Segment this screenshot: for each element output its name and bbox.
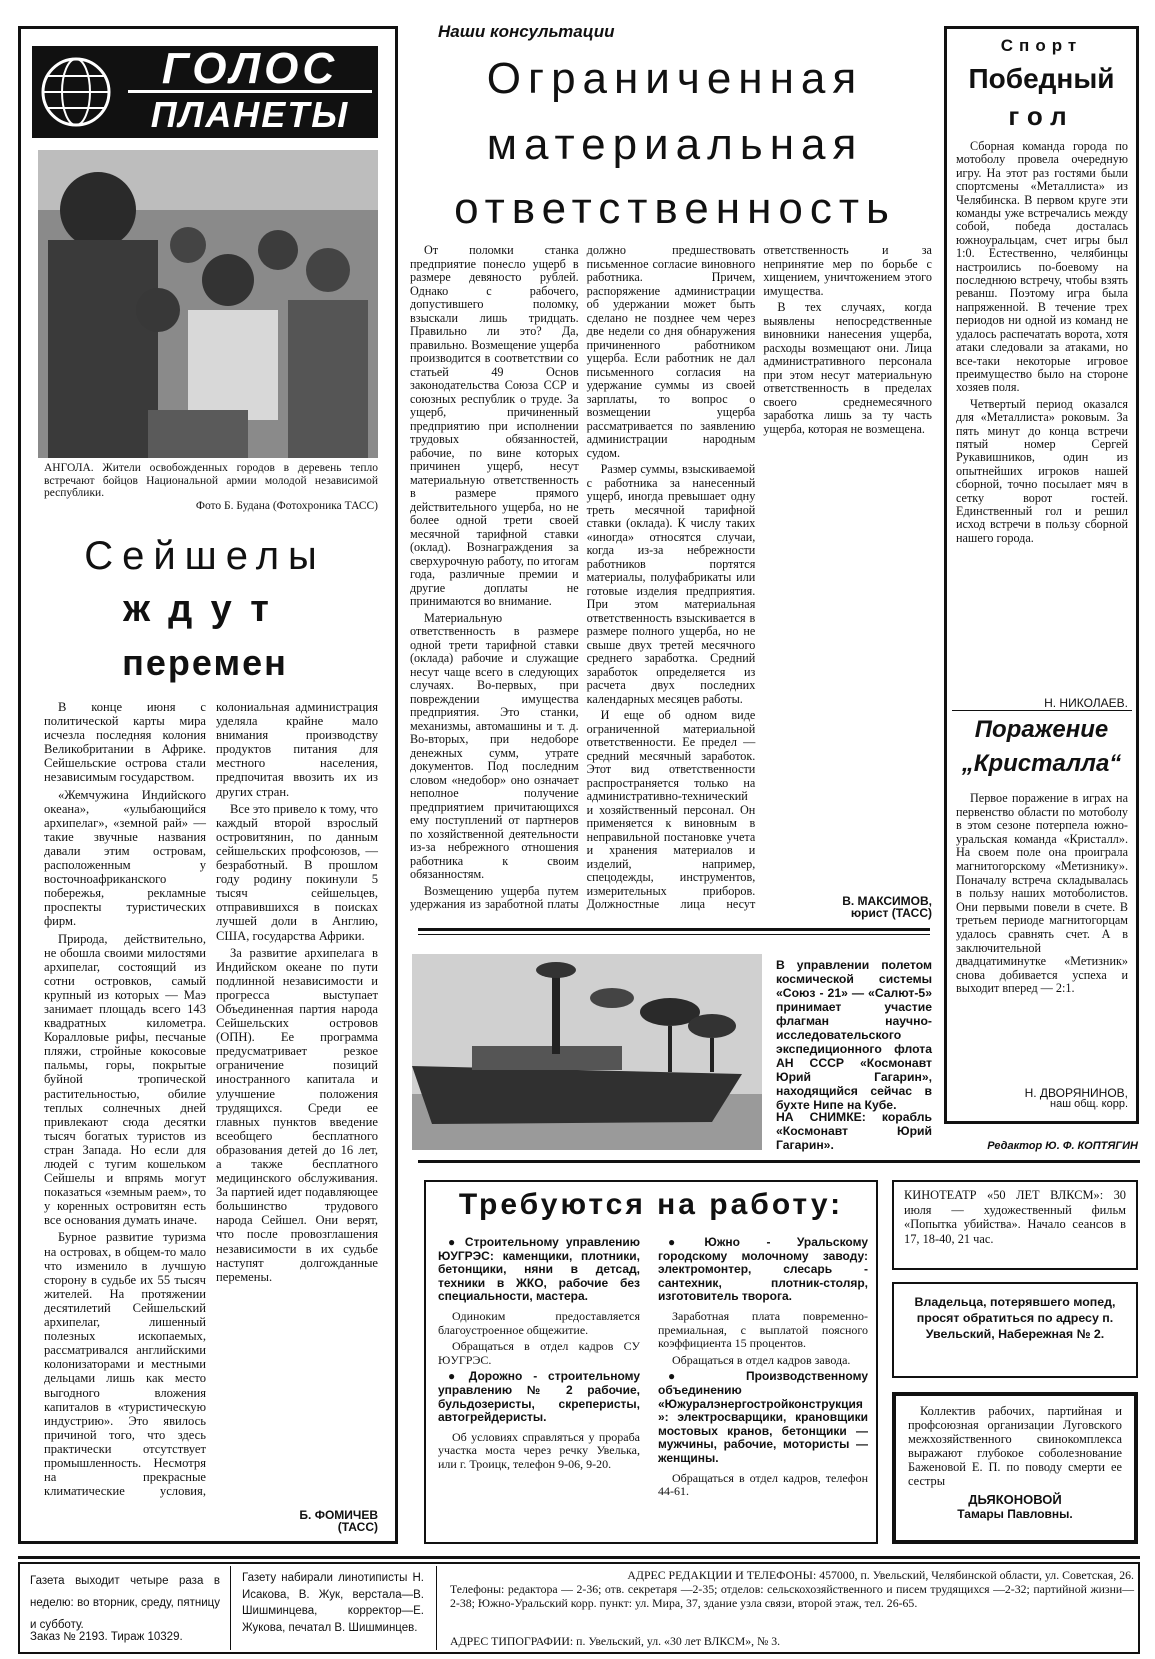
job-ad-2-head: ● Дорожно - строительному управлению № 2 рабочие, бульдозеристы, скреперисты, автогрейдеристы. [438,1370,640,1424]
sport-title-3: Поражение [974,716,1109,743]
seychelles-title-2: ждут [123,588,287,630]
consult-title-3: ответственность [454,184,896,233]
sport-body-2 [956,792,1128,999]
consult-title-1: Ограниченная [486,54,864,103]
sport-author: Н. НИКОЛАЕВ. [1044,696,1128,710]
footer-printing: АДРЕС ТИПОГРАФИИ: п. Увельский, ул. «30 лет ВЛКСМ», № 3. [450,1634,781,1648]
sport-title-4: „Кристалла“ [961,750,1122,777]
paragraph: Возмещению ущерба путем удержания из заработной платы должно предшествовать письменное согласие виновного работника. Причем, распоряжение администрации об удержании может быть сделано не позднее чем через две недели со дня обнаружения причиненного работником ущерба. Если работник не дал письменного согласия на удержание суммы из своей зарплаты, то вопрос о возмещении ущерба рассматривается по заявлению администрации народным судом. [410,243,756,911]
paragraph: Четвертый период оказался для «Металлиста» роковым. За пять минут до конца встречи пятый номер Сергей Рукавишников, один из опытнейших игроков нашей сборной, точно посылает мяч в сетку ворот гостей. Единственный гол и решил исход встречи в пользу сборной нашего города. [956,396,1128,545]
condolence-ad [892,1392,1138,1544]
paragraph: Все это привело к тому, что каждый второй взрослый островитянин, по данным сейшельских профсоюзов, — безработный. В прошлом году родину покинули 5 тысяч сейшельцев, отправившихся в поисках лучшей доли в Англию, США, государства Африки. [216,801,378,943]
masthead-logo [32,46,378,138]
divider [418,928,930,931]
jobs-title: Требуются на работу: [458,1188,844,1221]
paragraph: Бурное развитие туризма на островах, в общем-то мало что изменило в лучшую сторону в судьбе их 55 тысяч жителей. На протяжении десятилетий Сейшельский архипелаг, лишенный полезных ископаемых, рассматривался английскими колонизаторами и местными дельцами лишь как место выгодного вложения капиталов в «туристическую индустрию». Это явилось причиной того, что здесь практически отсутствует промышленность. Несмотря на прекрасные климатические условия, колониальная администрация уделяла крайне мало внимания производству продуктов питания для местного населения, предпочитая ввозить их из других стран. [44,700,378,1499]
paragraph: За развитие архипелага в Индийском океане по пути подлинной независимости и прогресса выступает Объединенная партия народа Сейшельских островов (ОПН). Ее программа предусматривает резкое ограничение позиций иностранного капитала и улучшение положения трудящихся. Среди ее главных пунктов введение всеобщего бесплатного образования детей до 16 лет, а также бесплатного медицинского обслуживания. За партией идет подавляющее большинство трудового народа Сейшел. Они верят, что после провозглашения независимости в их судьбе наступят долгожданные перемены. [216,945,378,1284]
paragraph: Размер суммы, взыскиваемой с работника за нанесенный ущерб, иногда превышает одну треть месячной тарифной ставки (оклада). К числу таких «иногда» относятся случаи, когда из-за небрежности работников портятся материалы, полуфабрикаты или готовые изделия предприятия. При этом материальная ответственность взыскивается в размере полного ущерба, но не свыше двух третей месячного среднего заработка. Средний заработок определяется из расчета двух последних календарных месяцев работы. [586,462,756,706]
divider [952,710,1132,711]
jobs-col-left [438,1236,640,1475]
footer-typeset: Газету набирали линотиписты Н. Исакова, В. Жук, верстала—В. Шишминцева, корректор—Е. Жукова, печатал В. Шишминцев. [242,1572,424,1634]
paragraph: И еще об одном виде ограниченной материальной ответственности. Ее предел — средний месячный заработок. Этот вид ответственности распространяется только на административно-технический и хозяйственный персонал. Он применяется к виновным в неправильной постановке учета и хранения материалов и изделий, например, спецодежды, инструментов, измерительных приборов. Должностные лица несут ответственность и за непринятие мер по борьбе с хищением, уничтожением этого имущества. [586,243,932,911]
angola-photo [38,150,378,458]
footer-frequency: Газета выходит четыре раза в неделю: во вторник, среду, пятницу и субботу. [30,1575,220,1631]
consult-title-2: материальная [486,120,864,169]
paragraph: Материальную ответственность в размере одной трети тарифной ставки (оклада) рабочие и служащие несут чаще всего в следующих случаях. Во-первых, при повреждении имущества предприятия. Это станки, механизмы, автомашины и т. д. Во-вторых, при недоборе денежных сумм, утрате документов. Под последним словом «недобор» оно означает неполное получение предприятием причитающихся ему поступлений от партнеров по хозяйственной деятельности из-за небрежного отношения работника к своим обязанностям. [410,610,579,881]
divider [418,934,930,935]
moped-text: Владельца, потерявшего мопед, просят обратиться по адресу п. Увельский, Набережная № 2. [914,1295,1116,1341]
photo-caption: АНГОЛА. Жители освобожденных городов в деревень тепло встречают бойцов Национальной армии молодой независимой республики. [44,462,378,499]
paragraph: В конце июня с политической карты мира исчезла последняя колония Великобритании в Африке. Сейшельские острова стали независимым государством. [44,700,206,785]
condolence-name: ДЬЯКОНОВОЙ [968,1492,1062,1507]
seychelles-author: Б. ФОМИЧЕВ [299,1508,378,1522]
sport-body [956,140,1128,548]
sport-author-2: Н. ДВОРЯНИНОВ, [1024,1086,1128,1100]
consult-position: юрист (ТАСС) [850,906,932,920]
divider [230,1566,231,1650]
ship-photo [412,954,762,1150]
editor-line: Редактор Ю. Ф. КОПТЯГИН [987,1140,1138,1152]
ship-caption [776,1110,932,1152]
sport-rubric: Спорт [1000,36,1083,55]
sport-position-2: наш общ. корр. [1050,1098,1128,1110]
job-ad-4-head: ● Производственному объединению «Южуралэнергостройконструкция»: электросварщики, крановщики мостовых кранов, бетонщики — мужчины, рабочие, мотористы — женщины. [658,1370,868,1465]
logo-line-1: ГОЛОС [161,44,339,93]
job-ad-2-info: Об условиях справляться у прораба участка моста через речку Увелька, или г. Троицк, телефон 9-06, 9-20. [438,1429,640,1471]
seychelles-body [44,700,378,1503]
consult-body [410,244,932,916]
paragraph: Первое поражение в играх на первенство области по мотоболу в этом сезоне потерпела южно-уральская команда «Кристалл». На своем поле она проиграла магнитогорскому «Метизнику». Поначалу встреча складывалась в пользу наших мотоболистов. Они первыми повели в счете. В третьем периоде магнитогорцам удалось сравнять счет. А в заключительной двадцатиминутке «Метизник» снова добивается успеха и выходит вперед — 2:1. [956,791,1128,996]
seychelles-agency: (ТАСС) [337,1520,378,1534]
divider [418,1160,1140,1163]
paragraph: «Жемчужина Индийского океана», «улыбающийся архипелаг», «земной рай» — такие звучные названия давали этим островам, расположенным у восточноафриканского побережья, рекламные проспекты туристических фирм. [44,787,206,929]
consult-rubric: Наши консультации [438,22,615,41]
condolence-name-2: Тамары Павловны. [957,1507,1073,1521]
logo-line-2: ПЛАНЕТЫ [128,90,372,137]
paragraph: Сборная команда города по мотоболу провела очередную игру. На этот раз гостями были спортсмены «Металлиста» из Челябинска. В первом круге эти команды уже встречались между собой, победа досталась южноуральцам, счет игры был 1:0. Естественно, челябинцы настроились по-боевому на последнюю встречу, чтобы взять реванш. Поэтому игра была напряженной. В течение трех периодов ни одной из команд не удалось распечатать ворота, хотя атаки следовали за атаками, но все-таки некоторые игровое преимущество было на стороне хозяев поля. [956,139,1128,395]
job-ad-3-info: Заработная плата повременно-премиальная, с выплатой поясного коэффициента 15 процентов. [658,1308,868,1351]
sport-title-2: гол [1008,101,1075,131]
cinema-text: КИНОТЕАТР «50 ЛЕТ ВЛКСМ»: 30 июля — художественный фильм «Попытка убийства». Начало сеансов в 17, 18-40, 21 час. [904,1188,1126,1246]
ship-caption-label: НА СНИМКЕ: [776,1110,866,1124]
seychelles-title-3: перемен [122,642,288,683]
job-ad-1-head: ● Строительному управлению ЮУГРЭС: каменщики, плотники, бетонщики, няни в детсад, техники в ЖКО, рабочие без специальности, мастера. [438,1236,640,1304]
job-ad-3-head: ● Южно - Уральскому городскому молочному заводу: электромонтер, слесарь - сантехник, плотник-столяр, изготовитель творога. [658,1236,868,1304]
consult-author: В. МАКСИМОВ, [842,894,932,908]
ship-caption-text: корабль «Космонавт Юрий Гагарин». [776,1110,932,1152]
paragraph: Природа, действительно, не обошла своими милостями архипелаг, состоящий из сотни островков, самый крупный из которых — Маэ занимает площадь всего 143 квадратных километра. Коралловые рифы, песчаные пляжи, стройные кокосовые пальмы, горы, покрытые буйной тропической растительностью, обилие теплых солнечных дней привлекают сюда десятки тысяч богатых туристов из стран Запада. Но если для людей с тугим кошельком Сейшелы и впрямь могут показаться «земным раем», то у коренных островитян есть все основания думать иначе. [44,931,206,1228]
globe-icon [36,54,116,130]
divider [436,1566,437,1650]
ship-text: В управлении полетом космической системы «Союз - 21» — «Салют-5» принимает участие флагман научно-исследовательского экспедиционного флота АН СССР «Космонавт Юрий Гагарин», находящийся сейчас в бухте Нипе на Кубе. [776,958,932,1112]
footer-address: АДРЕС РЕДАКЦИИ И ТЕЛЕФОНЫ: 457000, п. Увельский, Челябинской области, ул. Советская, 26. [627,1568,1134,1582]
paragraph: В тех случаях, когда выявлены непосредственные виновники нанесения ущерба, расходы возмещают они. Лица административного персонала при этом несут материальную ответственность в пределах своего среднемесячного заработка лишь за ту часть ущерба, которая не возмещена. [763,300,932,436]
moped-ad [892,1282,1138,1378]
seychelles-title-1: Сейшелы [84,534,326,578]
job-ad-3-contact: Обращаться в отдел кадров завода. [672,1352,851,1367]
condolence-text: Коллектив рабочих, партийная и профсоюзная организации Луговского межхозяйственного свинокомплекса выражают глубокое соболезнование Баженовой Е. П. по поводу смерти ее сестры [908,1404,1122,1488]
jobs-col-right [658,1236,868,1502]
footer-phones: Телефоны: редактора — 2-36; отв. секретаря —2-35; отделов: сельскохозяйственного и писем трудящихся —2-32; партийной жизни—2-38; Южно-Уральский корр. пункт: ул. Мира, 37, здание узла связи, второй этаж, тел. 26-65. [450,1582,1134,1610]
photo-credit: Фото Б. Будана (Фотохроника ТАСС) [195,500,378,512]
cinema-ad [892,1180,1138,1270]
job-ad-4-contact: Обращаться в отдел кадров, телефон 44-61. [658,1470,868,1499]
paragraph: От поломки станка предприятие понесло ущерб в размере девяносто рублей. Однако с рабочего, допустившего поломку, взыскали лишь тридцать. Правильно ли это? Да, правильно. Возмещение ущерба производится в соответствии со статьей 49 Основ законодательства Союза ССР и союзных республик о труде. За ущерб, причиненный предприятию при исполнении трудовых обязанностей, рабочие, по вине которых причинен ущерб, несут материальную ответственность в размере прямого действительного ущерба, но не более одной трети своей месячной тарифной ставки (оклад). Вознаграждения за сверхурочную работу, по итогам года, различные премии и другие доплаты не принимаются во внимание. [410,243,579,608]
footer-order: Заказ № 2193. Тираж 10329. [30,1631,183,1643]
sport-title-1: Победный [968,63,1115,94]
divider [18,1556,1140,1559]
job-ad-1-contact: Обращаться в отдел кадров СУ ЮУГРЭС. [438,1339,640,1367]
job-ad-1-info: Одиноким предоставляется благоустроенное общежитие. [438,1308,640,1337]
